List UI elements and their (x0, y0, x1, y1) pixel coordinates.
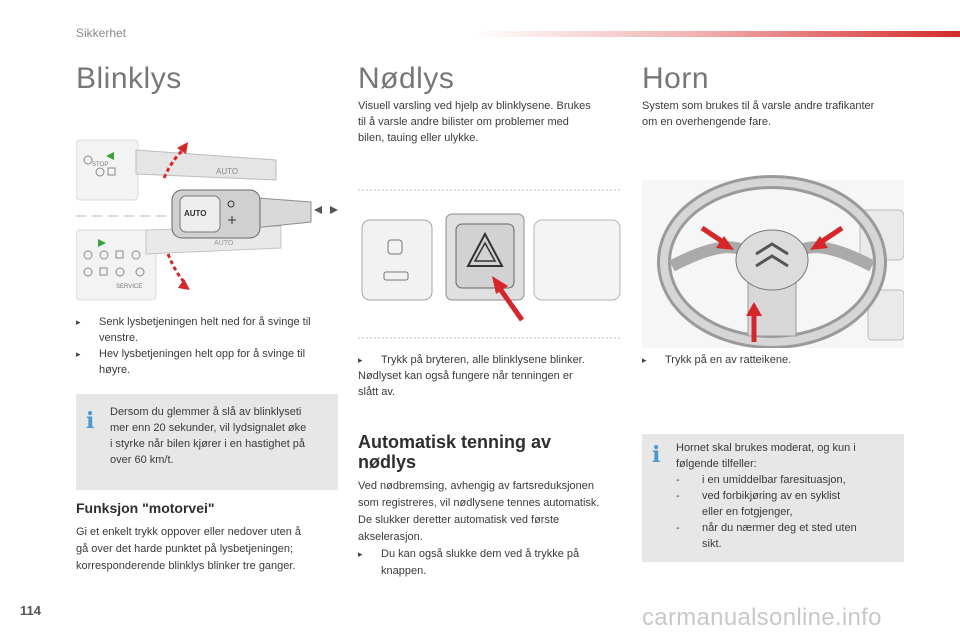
horn-bullet (642, 352, 908, 368)
text-line: akselerasjon. (358, 531, 423, 543)
bullet-item (76, 314, 338, 346)
bullet-text: Hev lysbetjeningen helt opp for å svinge til høyre. (99, 348, 306, 376)
hazard-switch-illustration (358, 186, 622, 340)
auto-hazard-text (358, 478, 628, 580)
horn-title: Horn (642, 62, 710, 95)
illus-stop-label: STOP (92, 162, 109, 168)
illus-auto-label-3: AUTO (214, 240, 234, 247)
bullet-flag-icon: ▸ (76, 317, 81, 327)
text-line: korresponderende blinklys blinker tre ganger. (76, 560, 296, 572)
text-line: bilen, tauing eller ulykke. (358, 132, 479, 144)
list-item (676, 472, 898, 488)
motorvei-text (76, 524, 342, 575)
bullet-item (642, 352, 908, 368)
info-line: mer enn 20 sekunder, vil lydsignalet øke (110, 422, 307, 434)
bullet-item (358, 546, 628, 563)
info-line: følgende tilfeller: (676, 458, 757, 470)
text-line: slått av. (358, 386, 396, 398)
text-line: som registreres, vil nødlysene tennes automatisk. (358, 497, 600, 509)
bullet-item (358, 352, 624, 368)
list-item-text: når du nærmer deg et sted uten (702, 522, 857, 534)
text-line: System som brukes til å varsle andre trafikanter (642, 100, 875, 112)
watermark-text[interactable]: carmanualsonline.info (642, 604, 882, 631)
text-line: til å varsle andre bilister om problemer med (358, 116, 569, 128)
bullet-text: Trykk på bryteren, alle blinklysene blinker. (381, 354, 585, 366)
illus-service-label: SERVICE (116, 284, 143, 290)
page-number: 114 (20, 603, 41, 618)
dash-marker: - (676, 522, 680, 534)
text-line: Gi et enkelt trykk oppover eller nedover uten å (76, 526, 302, 538)
list-item-text: i en umiddelbar faresituasjon, (702, 474, 846, 486)
info-icon: i (86, 408, 95, 434)
heading-line: nødlys (358, 452, 417, 472)
section-label: Sikkerhet (76, 26, 127, 40)
blinklys-title: Blinklys (76, 62, 182, 95)
bullet-flag-icon: ▸ (358, 355, 363, 365)
list-item-text: sikt. (702, 538, 722, 550)
text-line: Ved nødbremsing, avhengig av fartsreduksjonen (358, 480, 595, 492)
header-accent-bar (470, 31, 960, 37)
dash-marker: - (676, 490, 680, 502)
nodlys-bullet (358, 352, 624, 400)
info-line: Dersom du glemmer å slå av blinklyseti (110, 406, 302, 418)
text-line: Nødlyset kan også fungere når tenningen er (358, 370, 573, 382)
dash-marker: - (676, 474, 680, 486)
info-line: Hornet skal brukes moderat, og kun i (676, 442, 856, 454)
info-line: i styrke når bilen kjører i en hastighet på (110, 438, 306, 450)
text-line: Visuell varsling ved hjelp av blinklysene. Brukes (358, 100, 591, 112)
bullet-text: Trykk på en av ratteikene. (665, 354, 792, 366)
bullet-item (76, 346, 338, 378)
bullet-flag-icon: ▸ (642, 355, 647, 365)
list-item-text: ved forbikjøring av en syklist (702, 490, 841, 502)
nodlys-title: Nødlys (358, 62, 455, 95)
heading-line: Automatisk tenning av (358, 432, 552, 452)
text-line: gå over det harde punktet på lysbetjeningen; (76, 543, 294, 555)
bullet-flag-icon: ▸ (358, 549, 363, 559)
nodlys-intro (358, 98, 624, 146)
illus-auto-label-1: AUTO (184, 209, 207, 218)
bullet-flag-icon: ▸ (76, 349, 81, 359)
text-line: knappen. (381, 565, 427, 577)
list-item (676, 520, 898, 552)
motorvei-heading: Funksjon "motorvei" (76, 500, 215, 516)
info-icon: i (652, 442, 661, 468)
bullet-text: Senk lysbetjeningen helt ned for å svinge til venstre. (99, 316, 311, 344)
turn-signal-illustration (76, 130, 338, 306)
text-line: om en overhengende fare. (642, 116, 772, 128)
horn-intro (642, 98, 908, 130)
auto-hazard-heading (358, 432, 551, 472)
info-line: over 60 km/t. (110, 454, 174, 466)
horn-info-panel (642, 434, 904, 562)
blinklys-bullets (76, 314, 338, 378)
list-item-text: eller en fotgjenger, (702, 506, 793, 518)
blinklys-info-panel (76, 394, 338, 490)
illus-auto-label-2: AUTO (216, 167, 239, 176)
list-item (676, 488, 898, 520)
text-line: De slukker deretter automatisk ved første (358, 514, 560, 526)
bullet-text: Du kan også slukke dem ved å trykke på (381, 548, 580, 560)
steering-wheel-illustration (642, 170, 904, 348)
